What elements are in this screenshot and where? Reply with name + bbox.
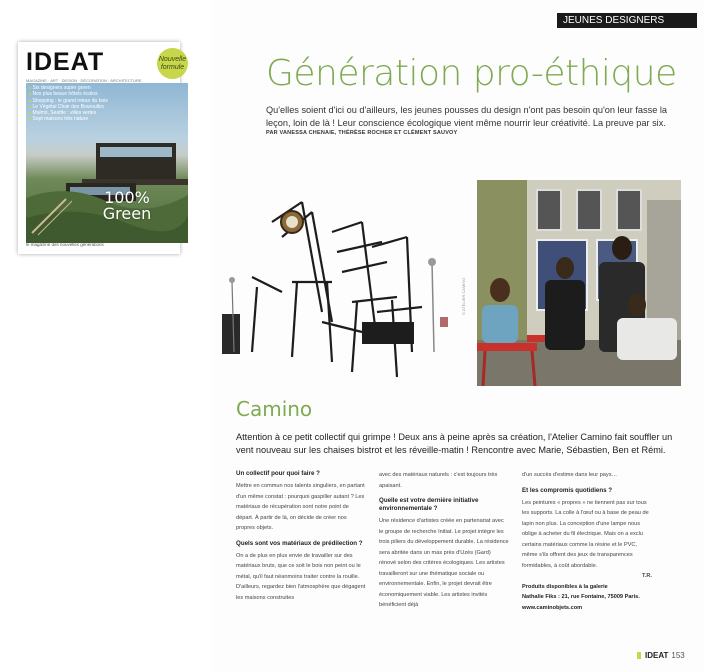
article-lede: Attention à ce petit collectif qui grimpe ! Deux ans à peine après sa création, l'Atelier Camino fait souffler un vent nouveau sur les chaises bistrot et les réveille-matin ! Rencontre avec Marie, Sébastien, Ben et Rémi. (236, 432, 673, 455)
answer-paragraph: avec des matériaux naturels : c'est toujours très apaisant. (379, 472, 498, 489)
cover-headline: ■ Shopping : le grand retour du bois (29, 98, 108, 104)
cover-headline: ■ Le Végétal Chair des Bouroullec (29, 104, 108, 110)
page-number: 153 (671, 651, 685, 660)
team-photo (477, 180, 681, 386)
question-heading: Un collectif pour quoi faire ? (236, 470, 320, 477)
object-stool (222, 314, 240, 354)
question-heading: Quels sont vos matériaux de prédilection ? (236, 539, 363, 547)
sub-headline: Camino (236, 397, 313, 421)
answer-paragraph: d'un succès d'estime dans leur pays… (522, 472, 618, 478)
magazine-cover (18, 42, 187, 254)
answer-paragraph: Les peintures « propres » ne tiennent pas sur tous les supports. La colle à l'œuf ou à base de peau de lapin non plus. La conception d'une lampe nous oblige à acheter du fil électrique. Mais on a exclu certains matériaux comme la résine et le PVC, même s'ils offrent des jeux de transparences formidables, à coût abordable. (522, 499, 649, 569)
object-flower (440, 317, 448, 327)
website-link[interactable]: www.caminobjets.com (522, 604, 583, 611)
cover-tagline: MAGAZINE · ART · DESIGN · DÉCORATION · ARCHITECTURE (26, 78, 142, 83)
question-heading: Et les compromis quotidiens ? (522, 486, 613, 494)
object-lamp (432, 262, 434, 352)
article-intro: Qu'elles soient d'ici ou d'ailleurs, les jeunes pousses du design n'ont pas besoin qu'on leur fasse la leçon, loin de là ! Leur conscience écologique vient même nourrir leur créativité. La preuve par six. (266, 105, 668, 128)
article-page (212, 0, 704, 671)
cover-logo: IDEAT (26, 48, 105, 76)
cover-headline: ■ Sept maisons très nature (29, 116, 108, 122)
footer-brand: IDEAT (645, 651, 669, 660)
article-headline: Génération pro-éthique (266, 53, 677, 94)
footer-marker-icon (637, 652, 641, 659)
object-box (362, 322, 414, 344)
cover-headline: ■ Six designers super green (29, 85, 108, 91)
text-column-1 (236, 470, 366, 609)
page-footer (637, 651, 685, 660)
photo-credit: © ATELIER CAMINO (461, 277, 466, 315)
cover-badge: Nouvelle formule (157, 48, 188, 79)
cover-feature-title: 100% Green (102, 188, 152, 223)
gallery-address: Nathalie Fiks : 21, rue Fontaine, 75009 Paris. (522, 594, 640, 600)
article-byline: PAR VANESSA CHENAIE, THÉRÈSE ROCHER ET CLÉMENT SAUVOY (266, 130, 458, 136)
chairs-photo (212, 182, 462, 407)
cover-footer: le magazine des nouvelles générations (26, 242, 104, 247)
cover-headline: ■ Nos plus beaux hôtels écolos (29, 91, 108, 97)
answer-paragraph: On a de plus en plus envie de travailler sur des matériaux bruts, que ce soit le bois non peint ou le métal, qu'il faut néanmoins traiter contre la rouille. D'ailleurs, regardez bien l'atmosphère que dégagent les maisons construites (236, 552, 366, 601)
gallery-label: Produits disponibles à la galerie (522, 583, 608, 590)
question-heading: Quelle est votre dernière initiative environnementale ? (379, 497, 479, 512)
answer-paragraph: Mettre en commun nos talents singuliers, en partant d'un même constat : pourquoi gaspiller autant ? Les matériaux de récupération sont notre point de départ. À partir de là, on décide de créer nos propres objets. (236, 483, 365, 531)
cover-headline: ■ Malmö, Seattle : villes vertes (29, 110, 108, 116)
author-signature: T.R. (642, 573, 652, 579)
cover-headlines (26, 83, 111, 125)
text-column-2 (379, 470, 509, 617)
section-label: JEUNES DESIGNERS (557, 13, 697, 28)
text-column-3 (522, 470, 652, 613)
answer-paragraph: Une résidence d'artistes créée en partenariat avec le groupe de recherche Initiat. Le projet intègre les trois piliers du développement durable. La résidence sera abritée dans un mas près d'Uzès (Gard) rénové selon des critères écologiques. Les artistes travailleront sur une thématique sociale ou environnementale. Enfin, le projet devrait être économiquement viable. Les artistes invités bénéficient déjà (379, 518, 509, 608)
